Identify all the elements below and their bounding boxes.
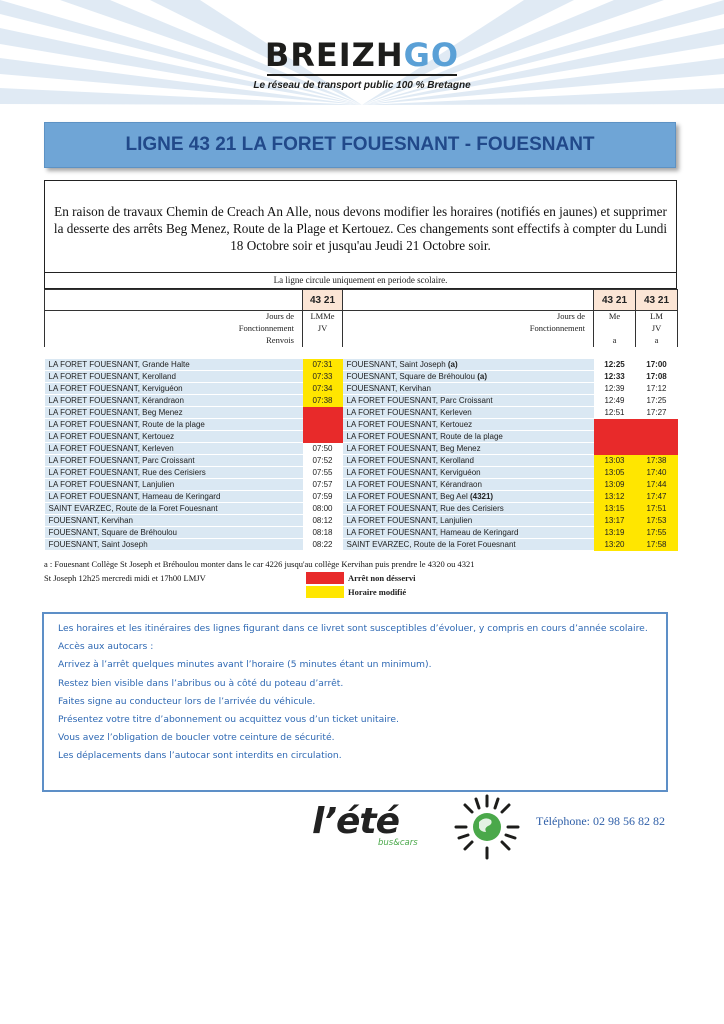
table-row <box>45 527 678 539</box>
info-line: Présentez votre titre d’abonnement ou acquittez vous d’un ticket unitaire. <box>58 714 399 726</box>
operator-phone: Téléphone: 02 98 56 82 82 <box>536 814 665 828</box>
right-time-t2: 17:25 <box>636 395 678 407</box>
left-stop-name: LA FORET FOUESNANT, Kerleven <box>45 443 303 455</box>
right-stop-label: LA FORET FOUESNANT, Beg Ael <box>346 492 470 501</box>
header-blank-right <box>343 290 594 311</box>
footnote-b: St Joseph 12h25 mercredi midi et 17h00 LMJV <box>44 573 206 583</box>
right-time-t1: 12:33 <box>594 371 636 383</box>
left-stop-name: LA FORET FOUESNANT, Route de la plage <box>45 419 303 431</box>
right-stop-ref: (4321) <box>469 492 494 501</box>
left-time <box>303 431 343 443</box>
logo-tagline: Le réseau de transport public 100 % Bretagne <box>253 80 471 91</box>
right-time-t1 <box>594 431 636 443</box>
line-title: LIGNE 43 21 LA FORET FOUESNANT - FOUESNANT <box>125 134 595 155</box>
right-stop-name <box>343 407 594 419</box>
left-stop-name: LA FORET FOUESNANT, Rue des Cerisiers <box>45 467 303 479</box>
right-line-number-2: 43 21 <box>636 290 678 311</box>
timetable-header-row <box>45 290 678 311</box>
table-row <box>45 515 678 527</box>
right-stop-ref: (a) <box>447 359 458 369</box>
right-stop-label: LA FORET FOUESNANT, Lanjulien <box>346 516 473 525</box>
right-stop-name <box>343 419 594 431</box>
left-time: 07:57 <box>303 479 343 491</box>
info-line: Accès aux autocars : <box>58 641 154 653</box>
left-time: 07:33 <box>303 371 343 383</box>
right-stop-name <box>343 467 594 479</box>
right-stop-name <box>343 371 594 383</box>
right-stop-name <box>343 515 594 527</box>
days-row-2 <box>45 323 678 335</box>
right-time-t1: 12:51 <box>594 407 636 419</box>
right-time-t1 <box>594 419 636 431</box>
footnote-a: a : Fouesnant Collège St Joseph et Bréhoulou monter dans le car 4226 jusqu'au collège Kervihan puis prendre le 4320 ou 4321 <box>44 559 475 569</box>
right-stop-ref: (a) <box>477 372 488 381</box>
table-row <box>45 539 678 551</box>
left-line-number: 43 21 <box>303 290 343 311</box>
left-time: 07:38 <box>303 395 343 407</box>
operator-logo <box>312 800 418 848</box>
right-days-value-1: Me <box>594 311 636 323</box>
right-stop-label: LA FORET FOUESNANT, Kerleven <box>346 408 472 417</box>
header-blank-left <box>45 290 303 311</box>
left-renvois-label: Renvois <box>45 335 303 347</box>
right-stop-name <box>343 431 594 443</box>
right-days-label-2: Fonctionnement <box>343 323 594 335</box>
right-stop-name <box>343 479 594 491</box>
right-stop-label: LA FORET FOUESNANT, Route de la plage <box>346 432 503 441</box>
right-days-label: Jours de <box>343 311 594 323</box>
right-time-t1: 12:25 <box>594 359 636 371</box>
left-time <box>303 419 343 431</box>
left-time: 08:22 <box>303 539 343 551</box>
right-stop-label: FOUESNANT, Saint Joseph <box>346 359 448 369</box>
school-period-note: La ligne circule uniquement en periode scolaire. <box>44 273 677 289</box>
spacer-row <box>45 347 678 359</box>
logo-main-text: BREIZH <box>264 36 404 74</box>
info-line: Les déplacements dans l’autocar sont interdits en circulation. <box>58 750 342 762</box>
right-time-t1: 13:15 <box>594 503 636 515</box>
right-stop-label: LA FORET FOUESNANT, Beg Menez <box>346 444 481 453</box>
right-stop-name <box>343 539 594 551</box>
right-stop-label: LA FORET FOUESNANT, Parc Croissant <box>346 396 493 405</box>
right-time-t1: 13:19 <box>594 527 636 539</box>
logo-accent-text: GO <box>403 36 460 74</box>
left-stop-name: LA FORET FOUESNANT, Kérandraon <box>45 395 303 407</box>
legend-modified <box>306 586 406 598</box>
passenger-info-box <box>42 612 668 792</box>
logo-wordmark <box>0 38 724 72</box>
right-time-t2 <box>636 431 678 443</box>
logo-underline <box>267 74 457 76</box>
left-days-value-2: JV <box>303 323 343 335</box>
info-line: Faites signe au conducteur lors de l’arrivée du véhicule. <box>58 695 316 707</box>
left-stop-name: LA FORET FOUESNANT, Kertouez <box>45 431 303 443</box>
right-line-number-1: 43 21 <box>594 290 636 311</box>
info-line: Restez bien visible dans l’abribus ou à côté du poteau d’arrêt. <box>58 677 344 689</box>
right-time-t1: 13:05 <box>594 467 636 479</box>
info-line: Vous avez l’obligation de boucler votre ceinture de sécurité. <box>58 732 335 744</box>
table-row <box>45 395 678 407</box>
legend-label-not-served: Arrêt non désservi <box>348 573 416 583</box>
left-stop-name: LA FORET FOUESNANT, Hameau de Keringard <box>45 491 303 503</box>
right-time-t2: 17:44 <box>636 479 678 491</box>
right-days-blank <box>594 323 636 335</box>
works-notice: En raison de travaux Chemin de Creach An Alle, nous devons modifier les horaires (notifiés en jaunes) et supprimer la desserte des arrêts Beg Menez, Route de la Plage et Kertouez. Ces changements sont effectifs à compter du Lundi 18 Octobre soir et jusqu'au Jeudi 21 Octobre soir. <box>44 180 677 273</box>
right-time-t1: 12:39 <box>594 383 636 395</box>
right-time-t2 <box>636 419 678 431</box>
table-row <box>45 359 678 371</box>
right-time-t2: 17:55 <box>636 527 678 539</box>
right-stop-label: LA FORET FOUESNANT, Hameau de Keringard <box>346 528 519 537</box>
table-row <box>45 407 678 419</box>
left-time: 08:12 <box>303 515 343 527</box>
left-time: 07:50 <box>303 443 343 455</box>
sun-globe-icon <box>452 792 522 862</box>
right-stop-name <box>343 491 594 503</box>
left-days-label: Jours de <box>45 311 303 323</box>
right-time-t1: 13:03 <box>594 455 636 467</box>
table-row <box>45 383 678 395</box>
legend-swatch-red <box>306 572 344 584</box>
left-days-label-2: Fonctionnement <box>45 323 303 335</box>
left-time: 07:55 <box>303 467 343 479</box>
info-line: Arrivez à l’arrêt quelques minutes avant l’horaire (5 minutes étant un minimum). <box>58 659 432 671</box>
left-stop-name: FOUESNANT, Square de Bréhoulou <box>45 527 303 539</box>
right-stop-name <box>343 359 594 371</box>
left-time: 07:34 <box>303 383 343 395</box>
left-days-value: LMMe <box>303 311 343 323</box>
right-time-t1: 13:17 <box>594 515 636 527</box>
right-stop-name <box>343 443 594 455</box>
right-time-t2: 17:12 <box>636 383 678 395</box>
left-stop-name: LA FORET FOUESNANT, Lanjulien <box>45 479 303 491</box>
breizhgo-logo <box>0 38 724 91</box>
legend-not-served <box>306 572 416 584</box>
table-row <box>45 479 678 491</box>
legend-swatch-yellow <box>306 586 344 598</box>
right-time-t2: 17:08 <box>636 371 678 383</box>
left-renvois-value <box>303 335 343 347</box>
left-stop-name: FOUESNANT, Kervihan <box>45 515 303 527</box>
left-time: 08:18 <box>303 527 343 539</box>
left-stop-name: LA FORET FOUESNANT, Kerviguéon <box>45 383 303 395</box>
table-row <box>45 491 678 503</box>
table-row <box>45 431 678 443</box>
left-time: 07:59 <box>303 491 343 503</box>
right-stop-name <box>343 383 594 395</box>
renvois-row <box>45 335 678 347</box>
left-stop-name: SAINT EVARZEC, Route de la Foret Fouesnant <box>45 503 303 515</box>
right-time-t1 <box>594 443 636 455</box>
right-time-t2: 17:51 <box>636 503 678 515</box>
table-row <box>45 371 678 383</box>
right-stop-label: LA FORET FOUESNANT, Kerviguéon <box>346 468 481 477</box>
right-time-t2: 17:53 <box>636 515 678 527</box>
right-stop-label: FOUESNANT, Square de Bréhoulou <box>346 372 478 381</box>
right-stop-label: FOUESNANT, Kervihan <box>346 384 431 393</box>
right-renvois-2: a <box>636 335 678 347</box>
right-time-t1: 13:20 <box>594 539 636 551</box>
right-stop-label: LA FORET FOUESNANT, Kérandraon <box>346 480 482 489</box>
info-line: Les horaires et les itinéraires des lignes figurant dans ce livret sont susceptibles d’évoluer, y compris en cours d’année scolaire. <box>58 623 648 634</box>
right-stop-name <box>343 455 594 467</box>
line-title-banner <box>44 122 676 168</box>
right-stop-label: LA FORET FOUESNANT, Rue des Cerisiers <box>346 504 504 513</box>
operator-subtitle: bus&cars <box>378 838 418 848</box>
left-stop-name: LA FORET FOUESNANT, Kerolland <box>45 371 303 383</box>
right-time-t1: 13:12 <box>594 491 636 503</box>
table-row <box>45 503 678 515</box>
right-stop-name <box>343 527 594 539</box>
right-stop-label: SAINT EVARZEC, Route de la Foret Fouesnant <box>346 540 516 549</box>
right-stop-label: LA FORET FOUESNANT, Kertouez <box>346 420 473 429</box>
table-row <box>45 443 678 455</box>
right-stop-label: LA FORET FOUESNANT, Kerolland <box>346 456 474 465</box>
left-stop-name: FOUESNANT, Saint Joseph <box>45 539 303 551</box>
right-time-t2: 17:40 <box>636 467 678 479</box>
right-stop-name <box>343 395 594 407</box>
left-time: 07:52 <box>303 455 343 467</box>
left-time: 08:00 <box>303 503 343 515</box>
right-time-t2: 17:00 <box>636 359 678 371</box>
table-row <box>45 467 678 479</box>
table-row <box>45 455 678 467</box>
right-time-t2: 17:58 <box>636 539 678 551</box>
right-time-t2 <box>636 443 678 455</box>
days-row-1 <box>45 311 678 323</box>
right-time-t1: 12:49 <box>594 395 636 407</box>
timetable <box>44 289 678 551</box>
left-stop-name: LA FORET FOUESNANT, Parc Croissant <box>45 455 303 467</box>
right-days-value-2a: LM <box>636 311 678 323</box>
right-time-t2: 17:38 <box>636 455 678 467</box>
left-stop-name: LA FORET FOUESNANT, Beg Menez <box>45 407 303 419</box>
legend-label-modified: Horaire modifié <box>348 587 407 597</box>
right-time-t2: 17:27 <box>636 407 678 419</box>
operator-name: l’été <box>312 801 400 842</box>
right-renvois-1: a <box>594 335 636 347</box>
right-renvois-blank <box>343 335 594 347</box>
left-time: 07:31 <box>303 359 343 371</box>
right-stop-name <box>343 503 594 515</box>
left-stop-name: LA FORET FOUESNANT, Grande Halte <box>45 359 303 371</box>
left-time <box>303 407 343 419</box>
right-time-t2: 17:47 <box>636 491 678 503</box>
table-row <box>45 419 678 431</box>
right-time-t1: 13:09 <box>594 479 636 491</box>
right-days-value-2b: JV <box>636 323 678 335</box>
